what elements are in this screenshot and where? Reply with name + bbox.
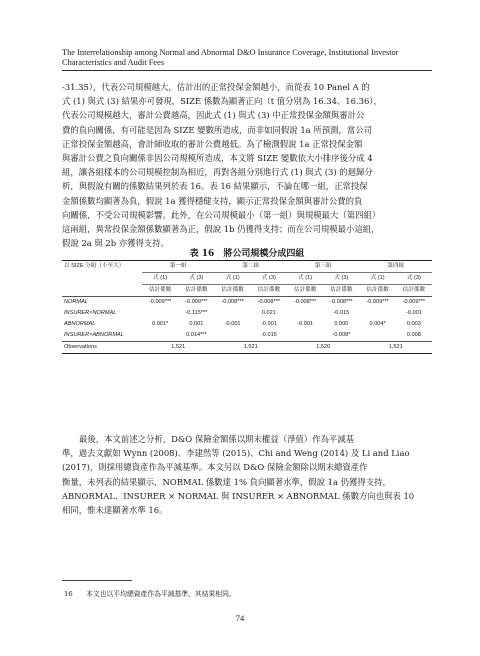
observations-value: 1,520 [287,342,360,354]
table-cell: -0.015 [251,330,287,342]
table-cell: 0.003 [406,321,421,327]
paragraph-line: -31.35），代表公司規模越大，估計出的正常投保金額越小，而從表 10 Panel A 的 [62,82,370,92]
footnote-number: 16 [64,590,73,598]
results-table [62,260,432,354]
footnote [62,588,432,598]
coef-header: 估計係數 [323,285,359,297]
running-header-line-2: Characteristics and Audit Fees [62,58,165,67]
paragraph-line: 費的負向關係，有可能是因為 SIZE 變數所造成，而非如同假說 1a 所預測，當公司 [62,124,372,135]
coef-header: 估計係數 [142,285,178,297]
table-cell: 0.014*** [178,330,214,342]
table-cell [215,308,251,319]
running-header [62,48,432,68]
paragraph-line: 與審計公費之負向關係非因公司規模所造成，本文將 SIZE 變數依大小排序後分成 4 [62,153,373,164]
row-label: NORMAL [64,299,88,305]
table-cell: -0.009*** [185,299,208,305]
model-header: 式 (1) [287,273,323,285]
paragraph-line: 析，與假說有關的係數結果列於表 16。表 16 結果顯示，不論在哪一組，正常投保 [62,181,368,192]
table-cell: -0.001 [260,321,277,327]
model-header: 式 (3) [323,273,359,285]
row-label: INSURER×NORMAL [64,310,117,316]
model-header-row [62,273,432,285]
table-cell: -0.008*** [330,299,353,305]
group-header: 第三組 [287,261,360,273]
observations-value: 1,521 [142,342,215,354]
coef-header: 估計係數 [178,285,214,297]
table-cell: -0.001 [297,321,314,327]
table-row-abnormal [62,319,432,330]
model-header: 式 (1) [142,273,178,285]
observations-row [62,342,432,354]
footnote-text: 本文也以平均總資產作為平減基準，其結果相同。 [86,590,236,598]
coef-header: 估計係數 [215,285,251,297]
coef-header: 估計係數 [396,285,432,297]
body-paragraph-1 [62,80,432,250]
row-label: INSURER×ABNORMAL [62,330,142,342]
group-header-row [62,261,432,273]
table-cell: 0.008 [396,330,432,342]
table-cell [360,308,396,319]
table-cell: -0.001 [405,310,422,316]
table-cell: -0.008* [323,330,359,342]
group-header: 第二組 [215,261,288,273]
table-cell [215,330,251,342]
table-cell [142,308,178,319]
model-header: 式 (3) [178,273,214,285]
table-cell: -0.001 [224,321,241,327]
paragraph-line: (2017)，則採用總資產作為平減基準。本文另以 D&O 保險金額除以期末總資產作 [62,462,368,473]
table-cell: -0.009*** [366,299,389,305]
paragraph-line: 相同，惟未達顯著水準 16。 [62,505,168,516]
paragraph-line: 向關係，不受公司規模影響。此外，在公司規模最小（第一組）與規模最大（第四組） [62,209,381,220]
table-cell [142,330,178,342]
paragraph-line: ABNORMAL、INSURER × NORMAL 與 INSURER × ABNORMAL 係數方向也與表 10 [62,490,415,501]
header-rule [62,70,432,71]
paragraph-line: 準，過去文獻如 Wynn (2008)、李建然等 (2015)、Chi and Weng (2014) 及 Li and Liao [62,448,410,459]
table-corner-label: 以 SIZE 分組（小至大） [62,261,142,273]
group-header: 第一組 [142,261,215,273]
table-cell: -0.009*** [402,299,426,305]
observations-label: Observations [62,342,142,354]
table-cell: 0.004* [369,321,386,327]
coef-header: 估計係數 [287,285,323,297]
paragraph-line: 假說 2a 與 2b 亦獲得支持。 [62,238,170,249]
table-cell: -0.008*** [221,299,244,305]
observations-value: 1,521 [360,342,433,354]
coef-header-row [62,285,432,297]
table-title: 表 16 將公司規模分成四組 [189,249,305,259]
table-cell: -0.115*** [185,310,208,316]
observations-value: 1,521 [215,342,288,354]
paragraph-line: 金額係數均顯著為負，假說 1a 獲得穩健支持，顯示正常投保金額與審計公費的負 [62,195,363,206]
coef-header: 估計係數 [251,285,287,297]
running-header-line-1: The Interrelationship among Normal and Abnormal D&O Insurance Coverage, Institutional Investor [62,48,399,57]
table-cell: -0.009*** [148,299,172,305]
paragraph-line: 組，讓各組樣本的公司規模控制為相近，再對各組分別進行式 (1) 與式 (3) 的迴歸分 [62,167,373,178]
table-cell [287,330,323,342]
table-cell: -0.008*** [293,299,317,305]
row-label: ABNORMAL [64,321,96,327]
model-header: 式 (3) [251,273,287,285]
paragraph-line: 衡量，未列表的結果顯示，NORMAL 係數達 1% 負向顯著水準，假說 1a 仍獲得支持， [62,476,391,487]
coef-header: 估計係數 [360,285,396,297]
table-row-normal [62,297,432,309]
table-cell: 0.001 [189,321,204,327]
table-cell [360,330,396,342]
footnote-rule [62,580,132,581]
paragraph-line: 正常投保金額越高，會計師收取的審計公費越低。為了檢測假說 1a 正常投保金額 [62,138,363,149]
table-cell: 0.001* [152,321,169,327]
table-cell: 0.021 [261,310,276,316]
table-cell: -0.015 [333,310,350,316]
paragraph-line: 式 (1) 與式 (3) 結果亦可發現，SIZE 係數為顯著正向（t 值分別為 16.34、16.36）， [62,96,382,107]
body-paragraph-2 [62,432,432,517]
paragraph-line: 這兩組，異常投保金額係數顯著為正，假說 1b 仍獲得支持；而在公司規模最小這組， [62,224,380,235]
model-header: 式 (1) [215,273,251,285]
model-header: 式 (1) [360,273,396,285]
group-header: 第四組 [360,261,433,273]
table-cell [287,308,323,319]
page-number: 74 [235,613,245,623]
model-header: 式 (3) [396,273,432,285]
table-row-insurer-normal [62,308,432,319]
table-row-insurer-abnormal [62,330,432,342]
table-cell: 0.000 [334,321,349,327]
paragraph-line: 代表公司規模越大，審計公費越高，因此式 (1) 與式 (3) 中正常投保金額與審計公 [62,110,365,121]
paragraph-line: 最後，本文前述之分析，D&O 保險金額係以期末權益（淨值）作為平減基 [79,434,354,444]
table-cell: -0.008*** [257,299,281,305]
